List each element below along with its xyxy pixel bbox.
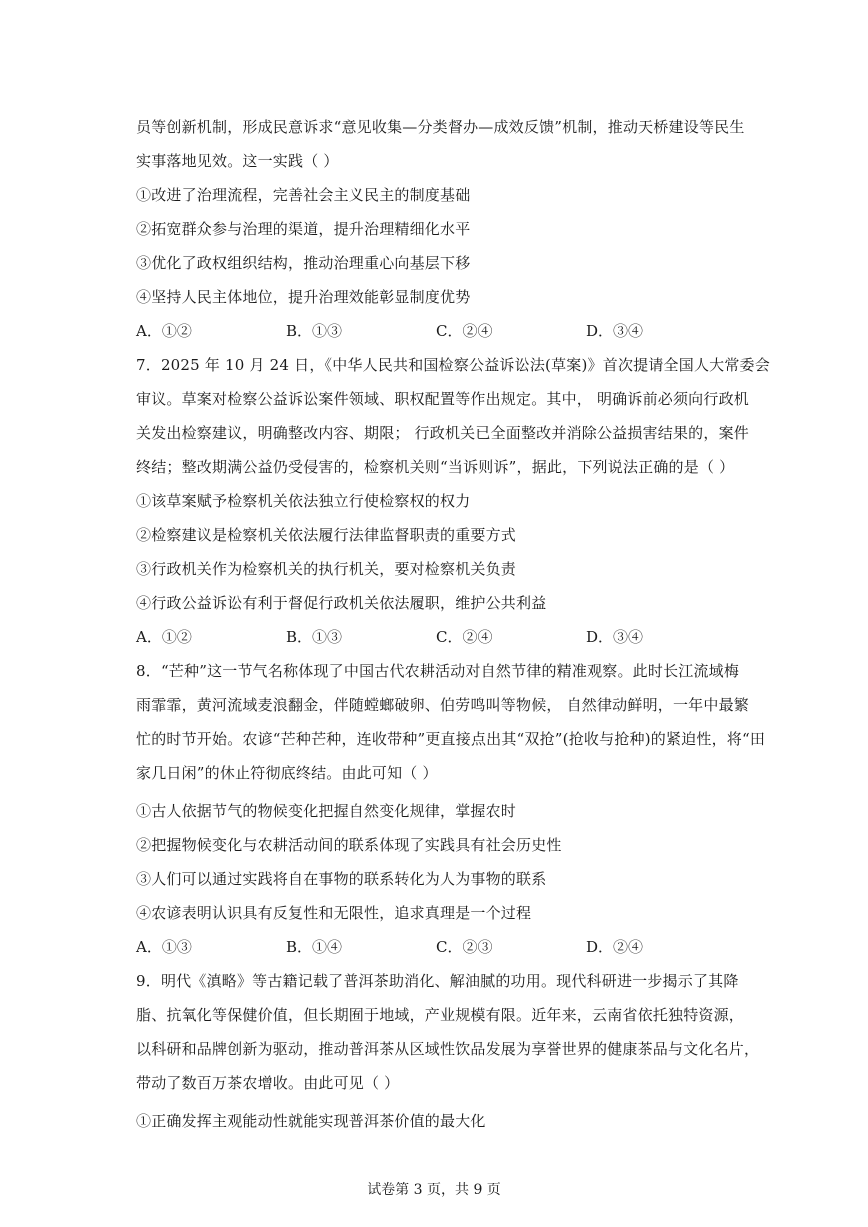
q9-stem-line-4: 带动了数百万茶农增收。由此可见（ ） (136, 1074, 400, 1092)
q6-option-d: D．③④ (586, 322, 644, 340)
q8-stem-line-4: 家几日闲”的休止符彻底终结。由此可知（ ） (136, 764, 438, 782)
q7-stem-line-4: 终结；整改期满公益仍受侵害的，检察机关则“当诉则诉”，据此，下列说法正确的是（ ） (136, 458, 735, 476)
q8-item-2: ②把握物候变化与农耕活动间的联系体现了实践具有社会历史性 (136, 836, 562, 854)
q8-item-1: ①古人依据节气的物候变化把握自然变化规律，掌握农时 (136, 802, 517, 820)
q8-option-a: A．①③ (136, 938, 192, 956)
q7-options (136, 627, 736, 647)
q9-stem-line-2: 脂、抗氧化等保健价值，但长期囿于地域，产业规模有限。近年来，云南省依托独特资源， (136, 1006, 745, 1024)
q6-item-1: ①改进了治理流程，完善社会主义民主的制度基础 (136, 186, 471, 204)
q7-stem-line-3: 关发出检察建议，明确整改内容、期限； 行政机关已全面整改并消除公益损害结果的，案件 (136, 424, 749, 442)
q7-option-a: A．①② (136, 628, 192, 646)
q8-item-3: ③人们可以通过实践将自在事物的联系转化为人为事物的联系 (136, 870, 547, 888)
q7-option-c: C．②④ (436, 628, 493, 646)
q7-item-2: ②检察建议是检察机关依法履行法律监督职责的重要方式 (136, 526, 517, 544)
q7-item-4: ④行政公益诉讼有利于督促行政机关依法履职，维护公共利益 (136, 594, 547, 612)
q8-option-b: B．①④ (286, 938, 343, 956)
q7-stem-line-2: 审议。草案对检察公益诉讼案件领域、职权配置等作出规定。其中， 明确诉前必须向行政机 (136, 390, 749, 408)
page-footer: 试卷第 3 页，共 9 页 (367, 1182, 501, 1198)
q8-stem-line-2: 雨霏霏，黄河流域麦浪翻金，伴随螳螂破卵、伯劳鸣叫等物候， 自然律动鲜明，一年中最繁 (136, 696, 749, 714)
q7-item-3: ③行政机关作为检察机关的执行机关，要对检察机关负责 (136, 560, 517, 578)
q6-option-a: A．①② (136, 322, 192, 340)
q6-item-4: ④坚持人民主体地位，提升治理效能彰显制度优势 (136, 288, 471, 306)
q6-options (136, 321, 736, 341)
q9-item-1: ①正确发挥主观能动性就能实现普洱茶价值的最大化 (136, 1112, 486, 1130)
q7-stem-line-1: 7．2025 年 10 月 24 日，《中华人民共和国检察公益诉讼法(草案)》首次提请全国人大常委会 (136, 356, 770, 374)
q9-stem-line-3: 以科研和品牌创新为驱动，推动普洱茶从区域性饮品发展为享誉世界的健康茶品与文化名片， (136, 1040, 760, 1058)
q8-option-d: D．②④ (586, 938, 644, 956)
q9-stem-line-1: 9．明代《滇略》等古籍记载了普洱茶助消化、解油腻的功用。现代科研进一步揭示了其降 (136, 972, 739, 990)
q7-item-1: ①该草案赋予检察机关依法独立行使检察权的权力 (136, 492, 471, 510)
q8-stem-line-3: 忙的时节开始。农谚“芒种芒种，连收带种”更直接点出其“双抢”(抢收与抢种)的紧迫性，将“田 (136, 730, 766, 748)
q8-option-c: C．②③ (436, 938, 493, 956)
q6-option-c: C．②④ (436, 322, 493, 340)
q6-option-b: B．①③ (286, 322, 343, 340)
q7-option-d: D．③④ (586, 628, 644, 646)
q6-stem-line-2: 实事落地见效。这一实践（ ） (136, 152, 339, 170)
q6-item-2: ②拓宽群众参与治理的渠道，提升治理精细化水平 (136, 220, 471, 238)
q7-option-b: B．①③ (286, 628, 343, 646)
q8-item-4: ④农谚表明认识具有反复性和无限性，追求真理是一个过程 (136, 904, 532, 922)
q8-stem-line-1: 8．“芒种”这一节气名称体现了中国古代农耕活动对自然节律的精准观察。此时长江流域梅 (136, 662, 740, 680)
q6-stem-line-1: 员等创新机制，形成民意诉求“意见收集—分类督办—成效反馈”机制，推动天桥建设等民生 (136, 118, 745, 136)
q8-options (136, 937, 736, 957)
q6-item-3: ③优化了政权组织结构，推动治理重心向基层下移 (136, 254, 471, 272)
